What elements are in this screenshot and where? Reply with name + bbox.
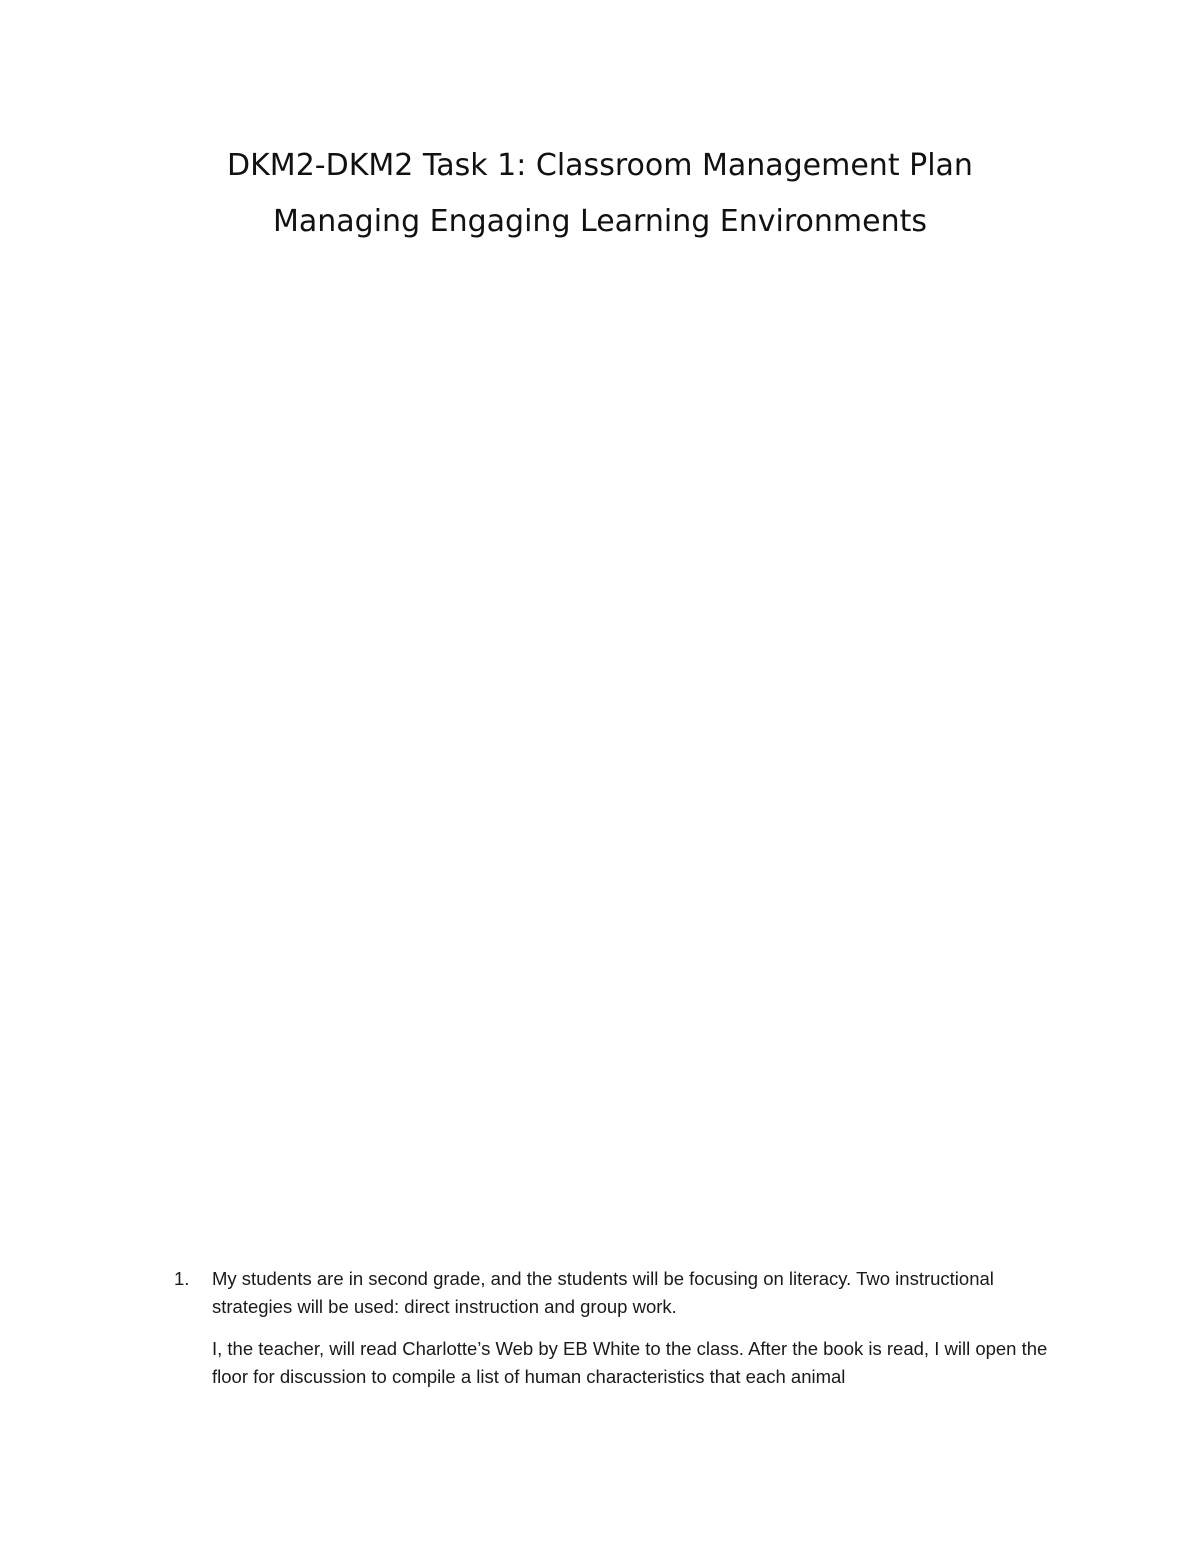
list-item [174, 1265, 1064, 1391]
list-item-number: 1. [174, 1268, 190, 1289]
document-subtitle: Managing Engaging Learning Environments [273, 204, 927, 239]
title-block [0, 138, 1200, 250]
document-title: DKM2-DKM2 Task 1: Classroom Management Plan [227, 148, 973, 183]
list-item-paragraph: My students are in second grade, and the students will be focusing on literacy. Two instructional strategies will be used: direct instruction and group work. [212, 1268, 994, 1317]
numbered-list [174, 1265, 1064, 1405]
list-item-paragraph: I, the teacher, will read Charlotte’s Web by EB White to the class. After the book is read, I will open the floor for discussion to compile a list of human characteristics that each animal [212, 1338, 1048, 1387]
